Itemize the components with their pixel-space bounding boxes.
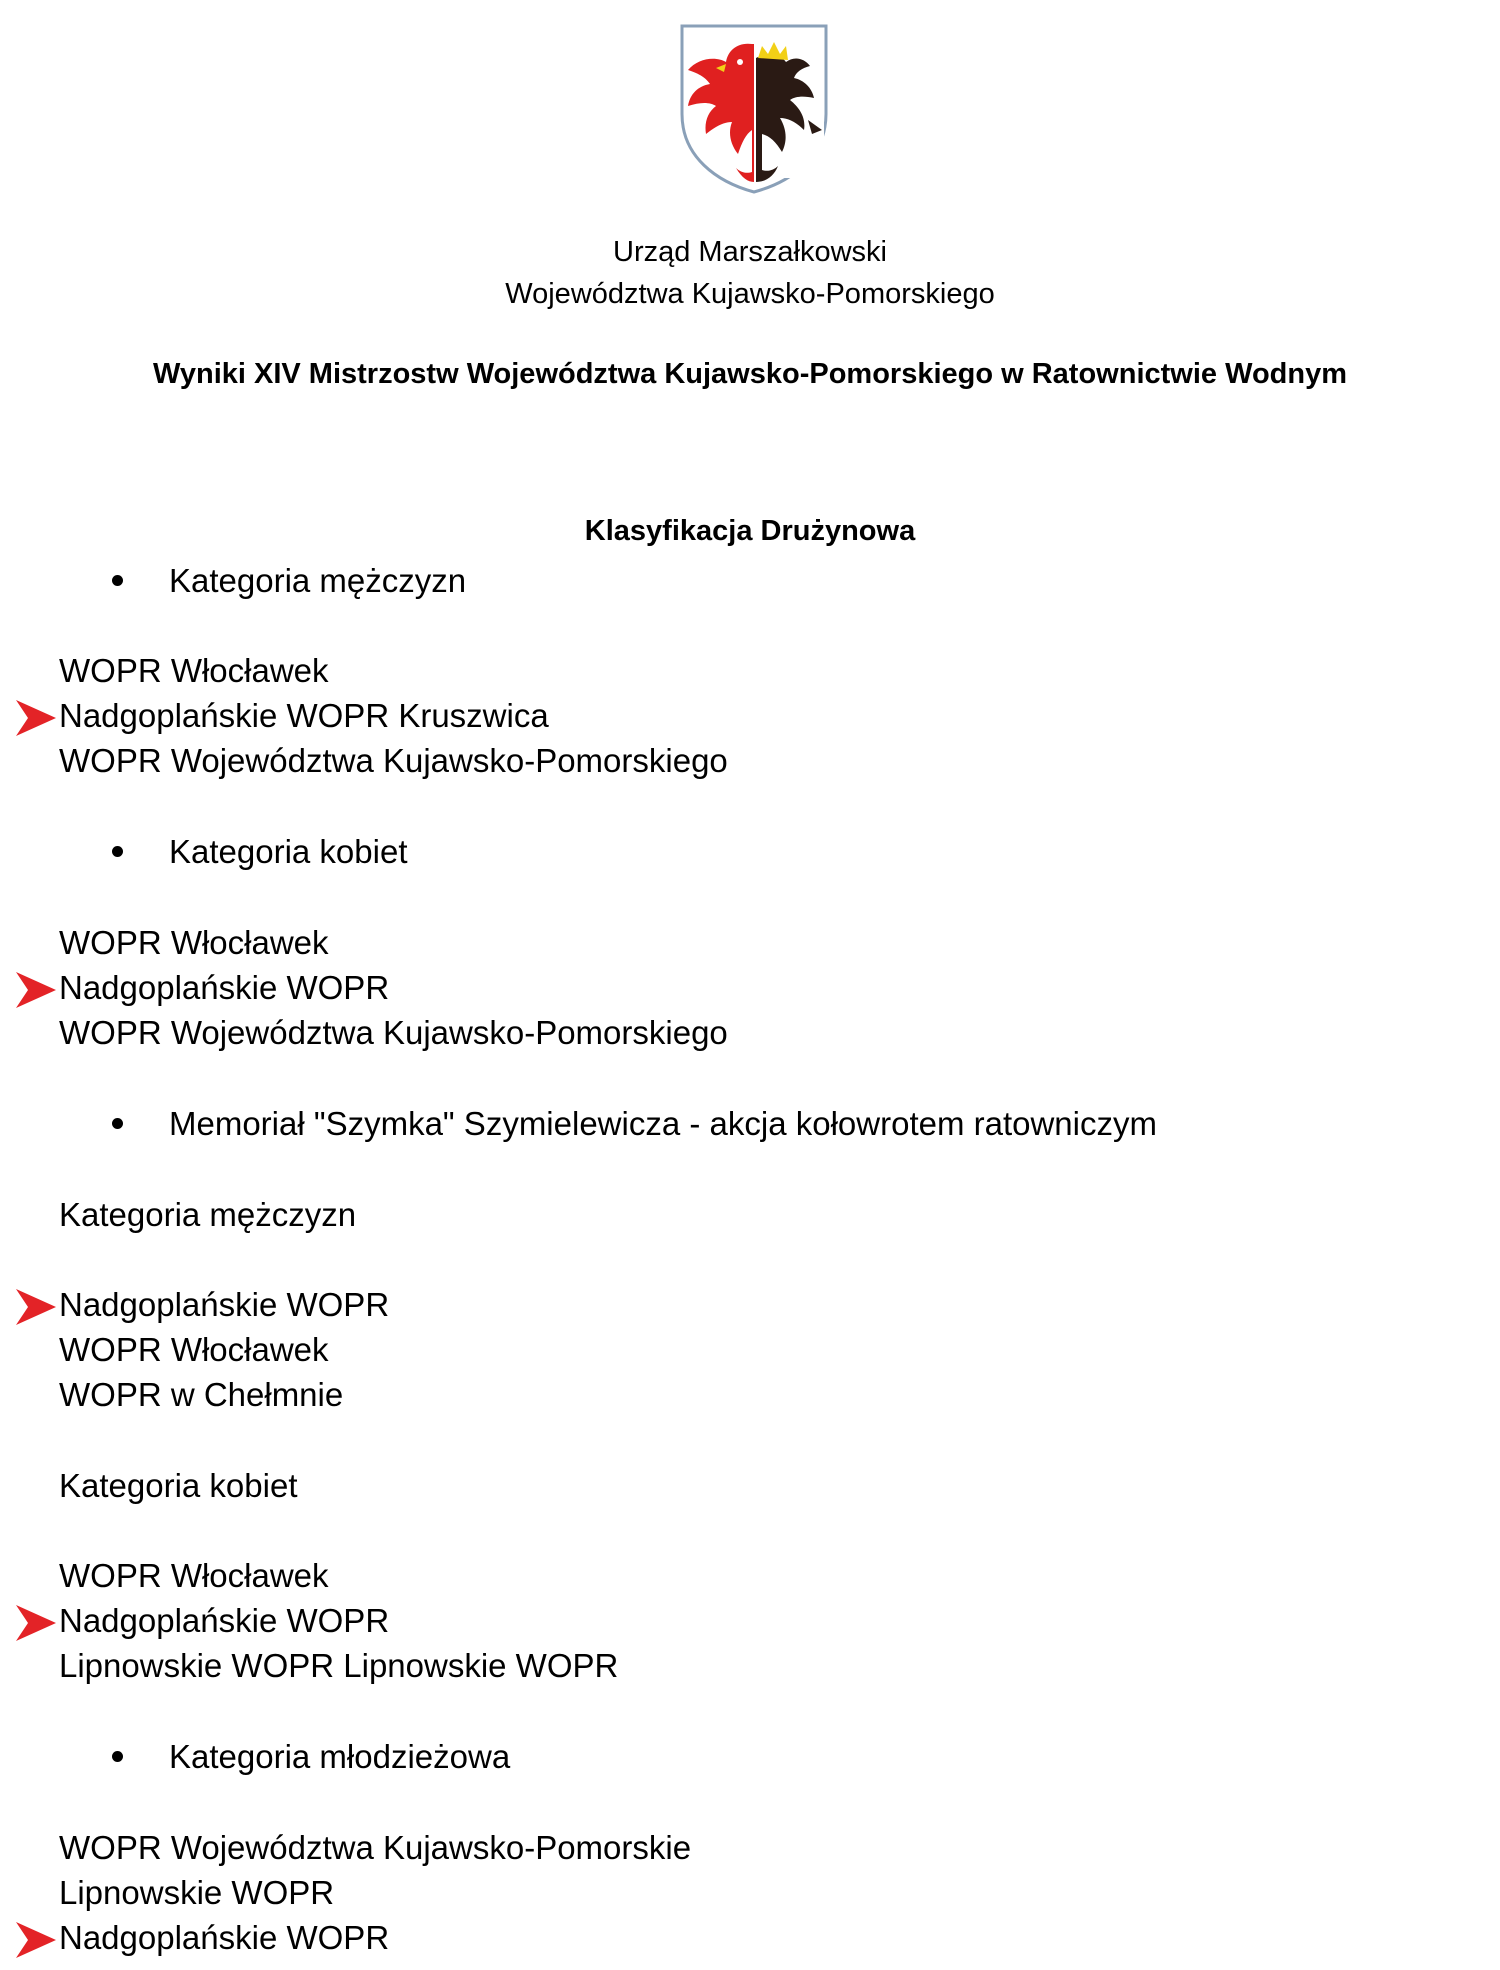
list-item: WOPR w Chełmnie [59, 1376, 344, 1413]
list-item: Lipnowskie WOPR Lipnowskie WOPR [59, 1647, 619, 1684]
bullet-icon [112, 575, 123, 586]
red-arrow-icon [16, 698, 56, 738]
red-arrow-icon [16, 1287, 56, 1327]
subcategory-heading: Kategoria kobiet [59, 1467, 298, 1504]
coat-of-arms-icon [676, 22, 832, 196]
red-arrow-icon [16, 1603, 56, 1643]
red-arrow-icon [16, 1920, 56, 1960]
section-title: Klasyfikacja Drużynowa [584, 515, 916, 547]
list-item: WOPR Włocławek [59, 1331, 329, 1368]
list-item: WOPR Włocławek [59, 924, 329, 961]
bullet-icon [112, 1118, 123, 1129]
list-item: WOPR Województwa Kujawsko-Pomorskiego [59, 1014, 728, 1051]
list-item: WOPR Województwa Kujawsko-Pomorskiego [59, 742, 728, 779]
bullet-icon [112, 846, 123, 857]
subcategory-heading: Kategoria mężczyzn [59, 1196, 357, 1233]
list-item: Nadgoplańskie WOPR [59, 1286, 390, 1323]
list-item: Lipnowskie WOPR [59, 1874, 335, 1911]
list-item: Nadgoplańskie WOPR [59, 1602, 390, 1639]
category-heading: Kategoria kobiet [112, 829, 408, 874]
list-item: Nadgoplańskie WOPR [59, 969, 390, 1006]
office-name-line2: Województwa Kujawsko-Pomorskiego [505, 278, 995, 310]
list-item: Nadgoplańskie WOPR Kruszwica [59, 697, 549, 734]
category-heading: Memoriał "Szymka" Szymielewicza - akcja kołowrotem ratowniczym [112, 1101, 1157, 1146]
list-item: WOPR Włocławek [59, 652, 329, 689]
document-title: Wyniki XIV Mistrzostw Województwa Kujawsko-Pomorskiego w Ratownictwie Wodnym [153, 358, 1347, 390]
office-name-line1: Urząd Marszałkowski [613, 236, 887, 268]
list-item: Nadgoplańskie WOPR [59, 1919, 390, 1956]
bullet-icon [112, 1751, 123, 1762]
list-item: WOPR Włocławek [59, 1557, 329, 1594]
list-item: WOPR Województwa Kujawsko-Pomorskie [59, 1829, 692, 1866]
red-arrow-icon [16, 970, 56, 1010]
category-heading: Kategoria mężczyzn [112, 558, 466, 603]
category-heading: Kategoria młodzieżowa [112, 1734, 510, 1779]
